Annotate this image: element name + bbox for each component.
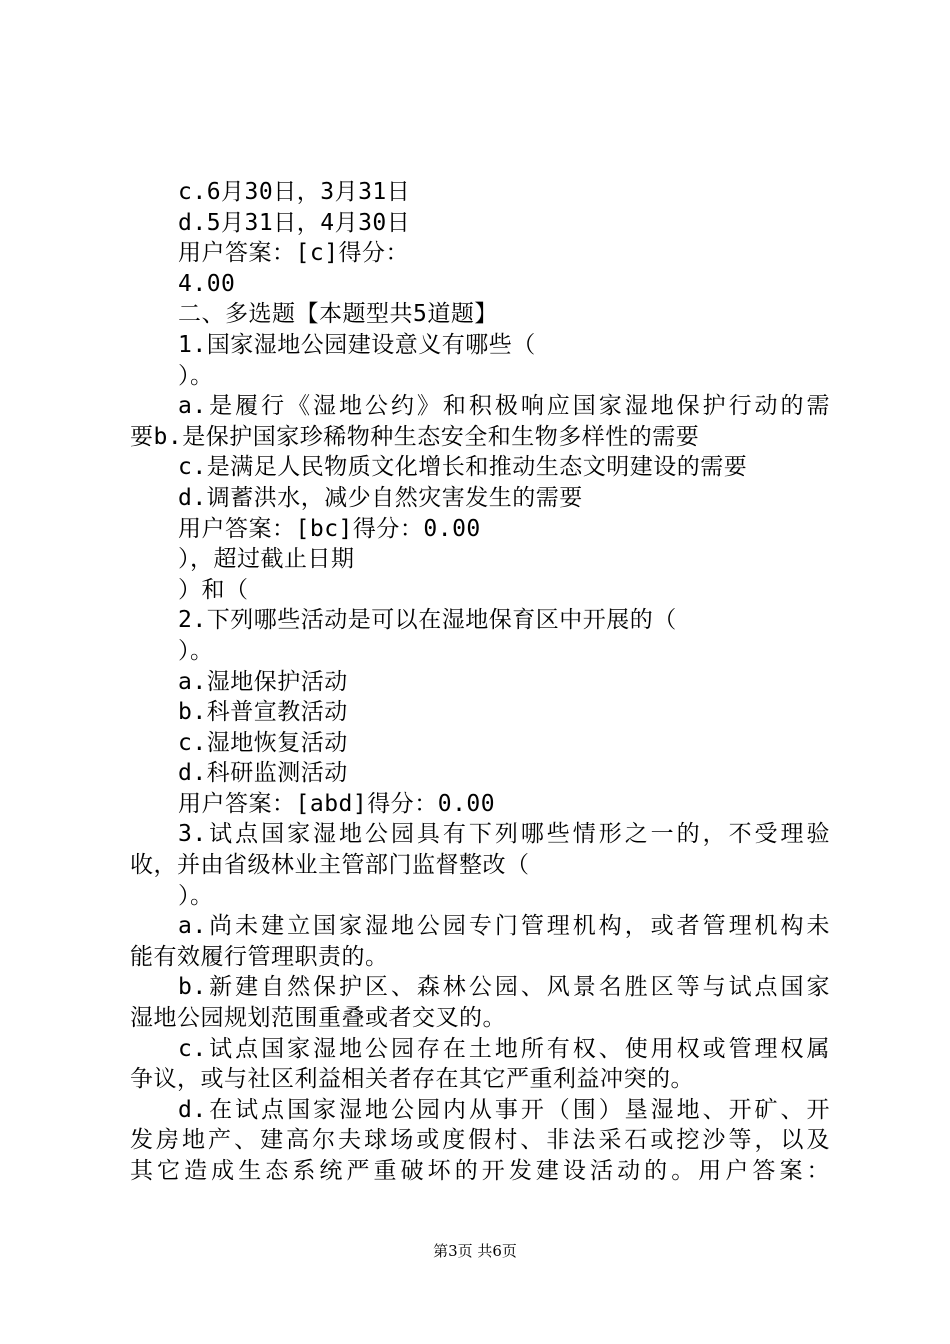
text-line: ）。 [178, 637, 214, 664]
text-line: c.湿地恢复活动 [178, 729, 348, 756]
text-line: c.试点国家湿地公园存在土地所有权、使用权或管理权属 [178, 1035, 830, 1062]
text-line: a.尚未建立国家湿地公园专门管理机构，或者管理机构未 [178, 913, 830, 940]
text-line: ）。 [178, 362, 214, 389]
text-line: d.5月31日，4月30日 [178, 209, 411, 236]
text-line: a.是履行《湿地公约》和积极响应国家湿地保护行动的需 [178, 393, 830, 420]
text-line: b.新建自然保护区、森林公园、风景名胜区等与试点国家 [178, 974, 830, 1001]
text-line: 2.下列哪些活动是可以在湿地保育区中开展的（ [178, 607, 677, 634]
text-line: 3.试点国家湿地公园具有下列哪些情形之一的，不受理验 [178, 821, 830, 848]
text-line: ），超过截止日期 [178, 546, 355, 573]
text-line: 能有效履行管理职责的。 [130, 943, 389, 970]
text-line: c.6月30日，3月31日 [178, 179, 411, 205]
page-footer: 第3页 共6页 [433, 1242, 517, 1260]
text-line: 4.00 [178, 270, 236, 297]
text-line: 收，并由省级林业主管部门监督整改（ [130, 852, 530, 879]
text-line: 用户答案：[c]得分： [178, 240, 410, 267]
text-line: b.科普宣教活动 [178, 699, 348, 726]
text-line: 用户答案：[abd]得分：0.00 [178, 790, 496, 817]
text-line: d.调蓄洪水，减少自然灾害发生的需要 [178, 484, 583, 511]
text-line: 其它造成生态系统严重破坏的开发建设活动的。用户答案： [130, 1158, 830, 1184]
text-line: 湿地公园规划范围重叠或者交叉的。 [130, 1005, 506, 1032]
text-line: ）和（ [178, 576, 249, 603]
text-line: 要b.是保护国家珍稀物种生态安全和生物多样性的需要 [130, 423, 700, 450]
text-line: 争议，或与社区利益相关者存在其它严重利益冲突的。 [130, 1066, 694, 1093]
text-line: 二、多选题【本题型共5道题】 [178, 301, 498, 328]
text-line: a.湿地保护活动 [178, 668, 348, 695]
text-line: 发房地产、建高尔夫球场或度假村、非法采石或挖沙等，以及 [130, 1127, 830, 1154]
document-body [130, 177, 830, 1187]
text-line: d.科研监测活动 [178, 760, 348, 787]
text-line: c.是满足人民物质文化增长和推动生态文明建设的需要 [178, 454, 748, 481]
text-line: 用户答案：[bc]得分：0.00 [178, 515, 481, 542]
text-line: d.在试点国家湿地公园内从事开（围）垦湿地、开矿、开 [178, 1096, 830, 1123]
text-line: 1.国家湿地公园建设意义有哪些（ [178, 331, 536, 358]
text-line: ）。 [178, 882, 214, 909]
